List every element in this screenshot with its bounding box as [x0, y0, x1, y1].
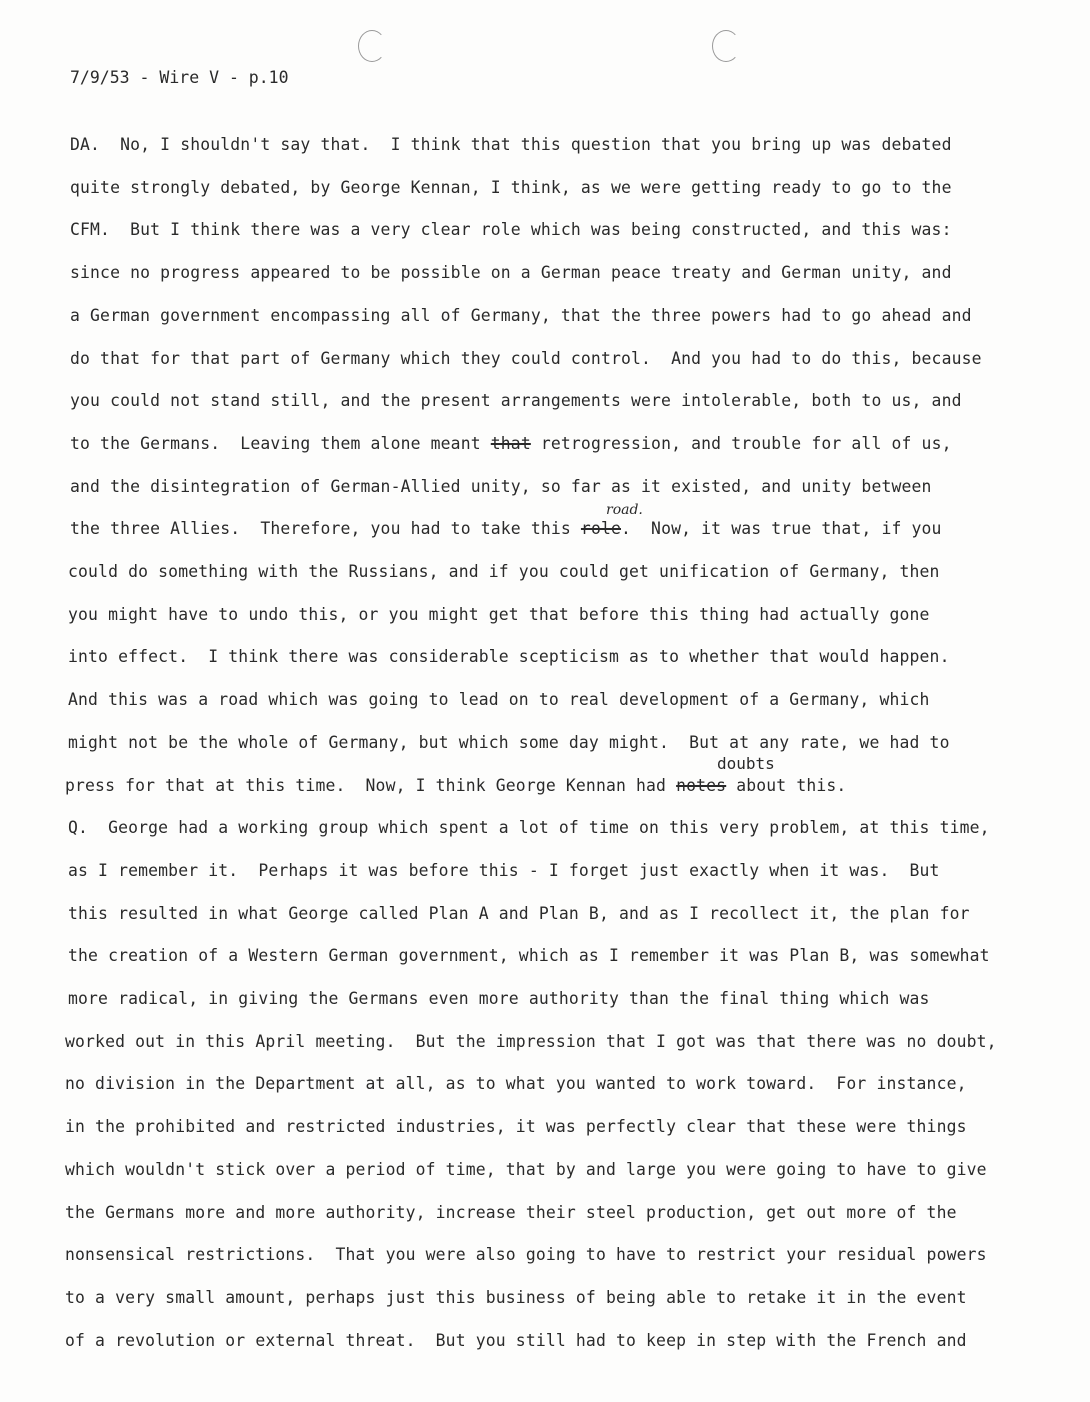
- text-line: [65, 776, 846, 795]
- text-line: [65, 1288, 967, 1307]
- text-segment: you could not stand still, and the present arrangements were intolerable, both to us, and: [70, 391, 962, 410]
- text-line: [68, 605, 930, 624]
- text-segment: quite strongly debated, by George Kennan, I think, as we were getting ready to go to the: [70, 178, 952, 197]
- text-segment: a German government encompassing all of Germany, that the three powers had to go ahead and: [70, 306, 972, 325]
- struck-word: notes: [676, 776, 727, 795]
- text-segment: more radical, in giving the Germans even more authority than the final thing which was: [68, 989, 930, 1008]
- text-segment: do that for that part of Germany which they could control. And you had to do this, because: [70, 349, 982, 368]
- punch-hole-left: [358, 30, 386, 62]
- text-segment: as I remember it. Perhaps it was before this - I forget just exactly when it was. But: [68, 861, 940, 880]
- text-line: [70, 391, 962, 410]
- text-segment: nonsensical restrictions. That you were also going to have to restrict your residual powers: [65, 1245, 987, 1264]
- text-segment: in the prohibited and restricted industries, it was perfectly clear that these were things: [65, 1117, 967, 1136]
- text-segment: could do something with the Russians, and if you could get unification of Germany, then: [68, 562, 940, 581]
- text-line: [68, 904, 970, 923]
- text-line: [70, 220, 952, 239]
- text-line: [65, 1074, 967, 1093]
- punch-hole-right: [712, 30, 740, 62]
- typed-insertion-doubts: doubts: [717, 754, 775, 773]
- struck-word: that: [490, 434, 531, 453]
- text-line: [70, 178, 952, 197]
- text-segment: worked out in this April meeting. But the impression that I got was that there was no doubt,: [65, 1032, 997, 1051]
- text-line: [70, 306, 972, 325]
- struck-word: role: [580, 519, 621, 538]
- text-line: [65, 1331, 967, 1350]
- text-line: [65, 1160, 987, 1179]
- text-line: [70, 519, 942, 538]
- text-line: [65, 1032, 997, 1051]
- text-line: [68, 690, 930, 709]
- text-line: [70, 477, 932, 496]
- text-segment: . Now, it was true that, if you: [621, 519, 942, 538]
- text-line: [68, 562, 940, 581]
- text-segment: press for that at this time. Now, I think George Kennan had: [65, 776, 677, 795]
- text-segment: since no progress appeared to be possible on a German peace treaty and German unity, and: [70, 263, 952, 282]
- text-line: [68, 733, 950, 752]
- text-line: [70, 263, 952, 282]
- text-line: [70, 349, 982, 368]
- text-line: [70, 135, 952, 154]
- text-segment: this resulted in what George called Plan A and Plan B, and as I recollect it, the plan for: [68, 904, 970, 923]
- text-segment: about this.: [726, 776, 847, 795]
- text-segment: to a very small amount, perhaps just this business of being able to retake it in the event: [65, 1288, 967, 1307]
- text-segment: DA. No, I shouldn't say that. I think that this question that you bring up was debated: [70, 135, 952, 154]
- text-line: [68, 818, 990, 837]
- text-line: [70, 434, 952, 453]
- text-segment: which wouldn't stick over a period of time, that by and large you were going to have to give: [65, 1160, 987, 1179]
- text-segment: the creation of a Western German government, which as I remember it was Plan B, was somewhat: [68, 946, 990, 965]
- text-segment: might not be the whole of Germany, but which some day might. But at any rate, we had to: [68, 733, 950, 752]
- page-header: 7/9/53 - Wire V - p.10: [70, 68, 289, 87]
- text-line: [68, 861, 940, 880]
- text-segment: And this was a road which was going to lead on to real development of a Germany, which: [68, 690, 930, 709]
- text-segment: into effect. I think there was considerable scepticism as to whether that would happen.: [68, 647, 950, 666]
- text-line: [68, 989, 930, 1008]
- text-segment: of a revolution or external threat. But you still had to keep in step with the French and: [65, 1331, 967, 1350]
- text-segment: retrogression, and trouble for all of us,: [530, 434, 952, 453]
- text-segment: the three Allies. Therefore, you had to take this: [70, 519, 581, 538]
- text-segment: Q. George had a working group which spent a lot of time on this very problem, at this time,: [68, 818, 990, 837]
- text-segment: no division in the Department at all, as to what you wanted to work toward. For instance,: [65, 1074, 967, 1093]
- text-segment: and the disintegration of German-Allied unity, so far as it existed, and unity between: [70, 477, 932, 496]
- text-line: [65, 1117, 967, 1136]
- text-line: [68, 946, 990, 965]
- text-line: [68, 647, 950, 666]
- text-segment: the Germans more and more authority, increase their steel production, get out more of the: [65, 1203, 957, 1222]
- text-line: [65, 1245, 987, 1264]
- text-segment: CFM. But I think there was a very clear role which was being constructed, and this was:: [70, 220, 952, 239]
- text-segment: you might have to undo this, or you might get that before this thing had actually gone: [68, 605, 930, 624]
- text-line: [65, 1203, 957, 1222]
- handwritten-insertion-road: road.: [606, 502, 643, 518]
- text-segment: to the Germans. Leaving them alone meant: [70, 434, 491, 453]
